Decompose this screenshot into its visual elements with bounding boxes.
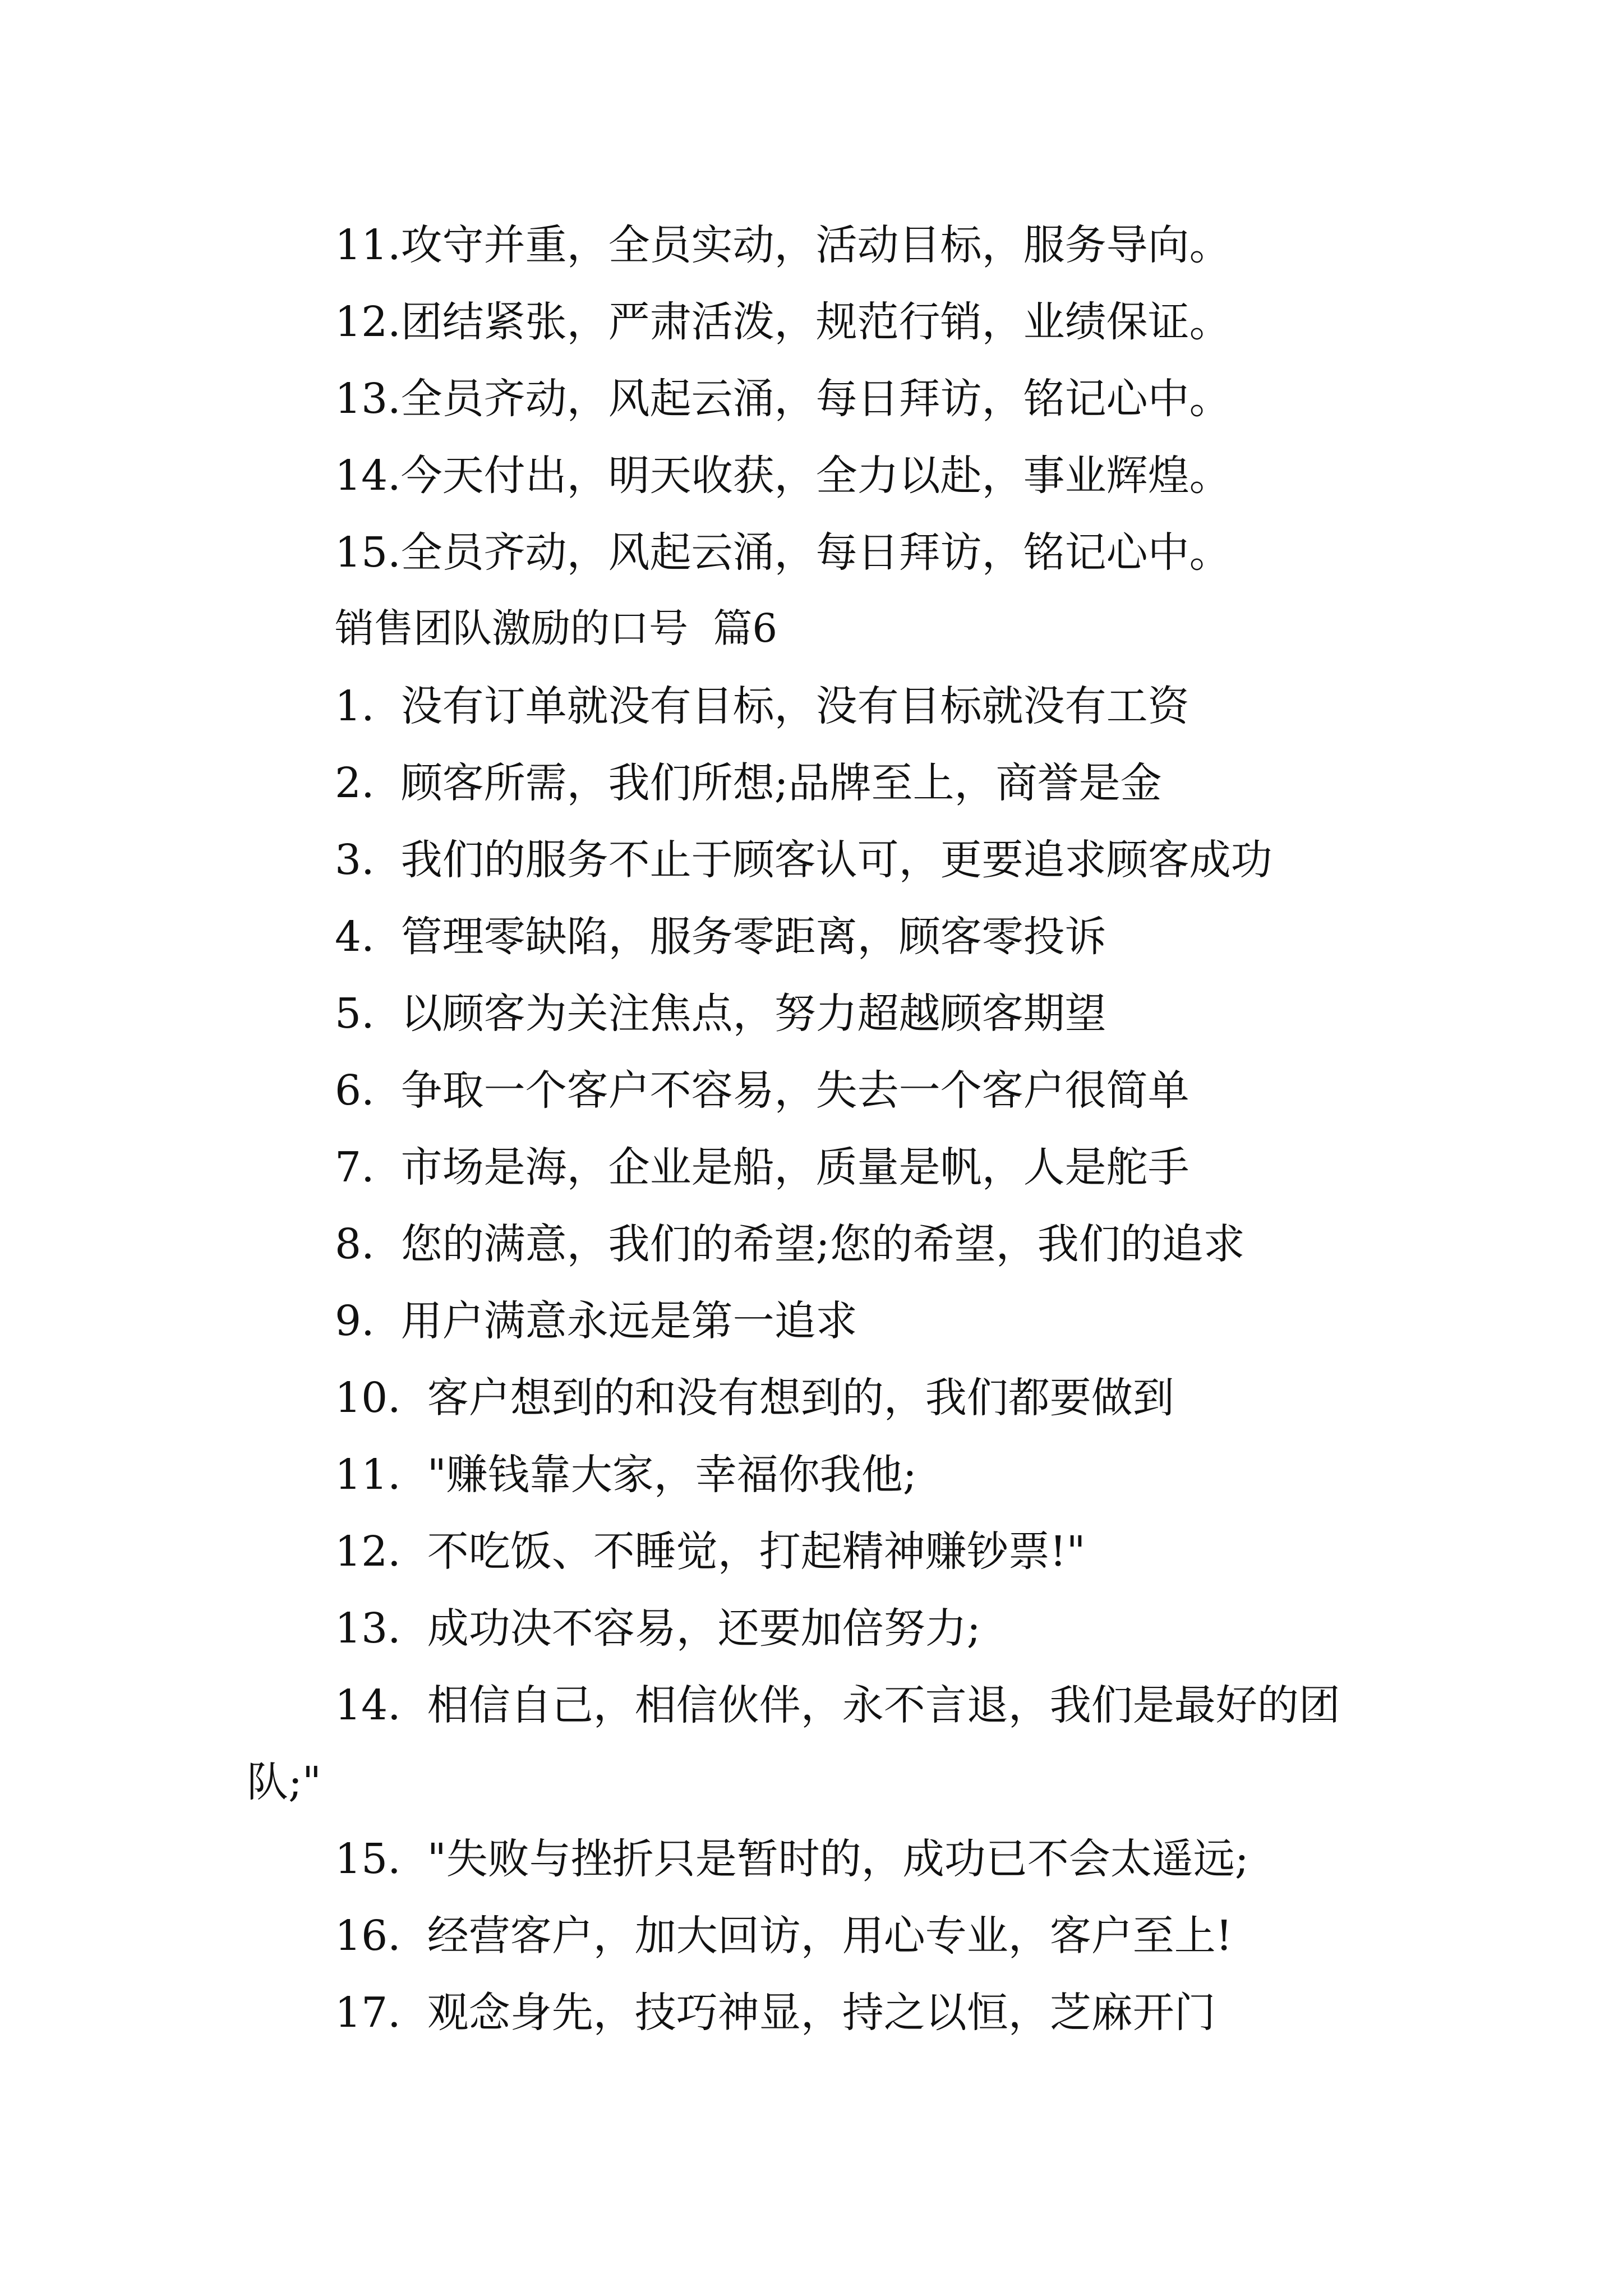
list-item: 8. 您的满意，我们的希望;您的希望，我们的追求: [335, 1220, 1245, 1268]
list-item: 10. 客户想到的和没有想到的，我们都要做到: [335, 1374, 1174, 1422]
list-item: 11. "赚钱靠大家，幸福你我他;: [335, 1451, 917, 1499]
list-item: 14.今天付出，明天收获，全力以赴，事业辉煌。: [335, 452, 1231, 500]
list-item: 12. 不吃饭、不睡觉，打起精神赚钞票!": [335, 1527, 1086, 1576]
list-item-continuation: 队;": [247, 1758, 321, 1806]
list-item: 6. 争取一个客户不容易，失去一个客户很简单: [335, 1066, 1189, 1115]
list-item: 2. 顾客所需，我们所想;品牌至上，商誉是金: [335, 759, 1162, 807]
list-item: 17. 观念身先，技巧神显，持之以恒，芝麻开门: [335, 1989, 1216, 2037]
list-item: 12.团结紧张，严肃活泼，规范行销，业绩保证。: [335, 298, 1231, 346]
list-item: 5. 以顾客为关注焦点，努力超越顾客期望: [335, 990, 1106, 1038]
list-item: 7. 市场是海，企业是船，质量是帆，人是舵手: [335, 1143, 1189, 1191]
list-item: 15. "失败与挫折只是暂时的，成功已不会太遥远;: [335, 1835, 1249, 1883]
section-heading: 销售团队激励的口号 篇6: [335, 605, 778, 651]
list-item: 13.全员齐动，风起云涌，每日拜访，铭记心中。: [335, 375, 1231, 423]
list-item: 9. 用户满意永远是第一追求: [335, 1297, 857, 1345]
list-item: 16. 经营客户，加大回访，用心专业，客户至上!: [335, 1912, 1233, 1960]
list-item: 11.攻守并重，全员实动，活动目标，服务导向。: [335, 221, 1231, 269]
list-item: 15.全员齐动，风起云涌，每日拜访，铭记心中。: [335, 528, 1231, 577]
list-item: 1. 没有订单就没有目标，没有目标就没有工资: [335, 682, 1189, 730]
list-item: 4. 管理零缺陷，服务零距离，顾客零投诉: [335, 913, 1106, 961]
list-item: 14. 相信自己，相信伙伴，永不言退，我们是最好的团: [335, 1681, 1340, 1729]
list-item: 3. 我们的服务不止于顾客认可，更要追求顾客成功: [335, 836, 1272, 884]
list-item: 13. 成功决不容易，还要加倍努力;: [335, 1604, 981, 1653]
